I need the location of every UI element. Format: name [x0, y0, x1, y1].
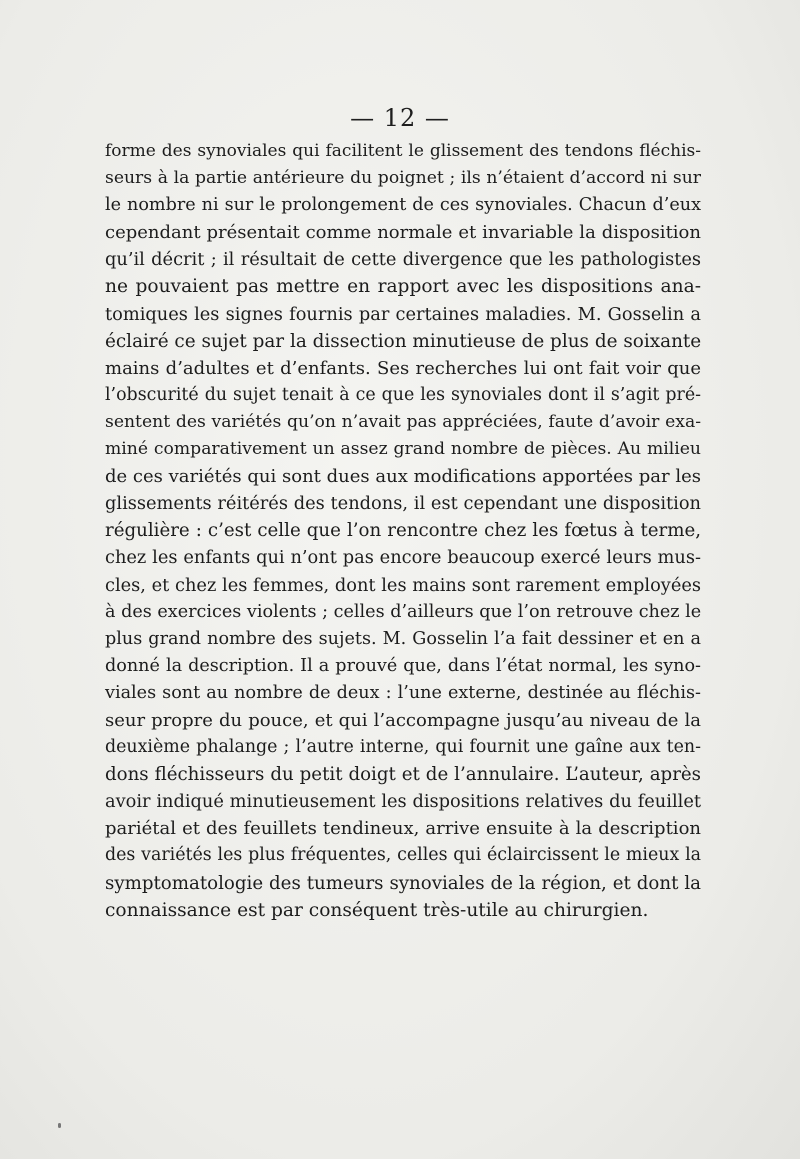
text-line: pariétal et des feuillets tendineux, arrive ensuite à la description — [105, 818, 701, 840]
text-line: donné la description. Il a prouvé que, dans l’état normal, les syno- — [105, 655, 701, 676]
text-line: éclairé ce sujet par la dissection minutieuse de plus de soixante — [105, 330, 702, 352]
text-line: plus grand nombre des sujets. M. Gosselin l’a fait dessiner et en a — [105, 628, 701, 649]
text-line: connaissance est par conséquent très-utile au chirurgien. — [105, 899, 649, 921]
text-line: glissements réitérés des tendons, il est cependant une disposition — [105, 493, 701, 515]
text-line: forme des synoviales qui facilitent le glissement des tendons fléchis- — [105, 141, 701, 161]
body-paragraph — [105, 138, 701, 924]
text-line: le nombre ni sur le prolongement de ces synoviales. Chacun d’eux — [105, 195, 701, 216]
text-line: qu’il décrit ; il résultait de cette divergence que les pathologistes — [105, 249, 701, 271]
text-line: cependant présentait comme normale et invariable la disposition — [105, 222, 701, 244]
text-line: deuxième phalange ; l’autre interne, qui fournit une gaîne aux ten- — [105, 737, 701, 758]
text-line: régulière : c’est celle que l’on rencontre chez les fœtus à terme, — [105, 520, 701, 542]
text-line: seur propre du pouce, et qui l’accompagne jusqu’au niveau de la — [105, 709, 701, 731]
text-line: seurs à la partie antérieure du poignet ; ils n’étaient d’accord ni sur — [105, 168, 701, 189]
text-line: mains d’adultes et d’enfants. Ses recherches lui ont fait voir que — [105, 357, 701, 379]
page-number: — 12 — — [350, 104, 450, 132]
text-line: l’obscurité du sujet tenait à ce que les synoviales dont il s’agit pré- — [105, 384, 701, 405]
text-line: des variétés les plus fréquentes, celles qui éclaircissent le mieux la — [105, 845, 701, 866]
text-line: viales sont au nombre de deux : l’une externe, destinée au fléchis- — [105, 682, 701, 703]
text-line: de ces variétés qui sont dues aux modifications apportées par les — [105, 466, 701, 488]
text-line: cles, et chez les femmes, dont les mains sont rarement employées — [105, 574, 701, 596]
text-line: dons fléchisseurs du petit doigt et de l’annulaire. L’auteur, après — [105, 764, 701, 786]
text-line: symptomatologie des tumeurs synoviales de la région, et dont la — [105, 872, 701, 894]
text-line: tomiques les signes fournis par certaines maladies. M. Gosselin a — [105, 303, 701, 325]
text-line: chez les enfants qui n’ont pas encore beaucoup exercé leurs mus- — [105, 547, 701, 569]
text-line: à des exercices violents ; celles d’ailleurs que l’on retrouve chez le — [105, 601, 702, 622]
text-line: miné comparativement un assez grand nombre de pièces. Au milieu — [105, 439, 701, 460]
text-line: avoir indiqué minutieusement les dispositions relatives du feuillet — [105, 791, 701, 813]
paper-speck — [58, 1123, 61, 1128]
text-line: sentent des variétés qu’on n’avait pas appréciées, faute d’avoir exa- — [105, 411, 701, 432]
text-line: ne pouvaient pas mettre en rapport avec les dispositions ana- — [105, 276, 701, 298]
